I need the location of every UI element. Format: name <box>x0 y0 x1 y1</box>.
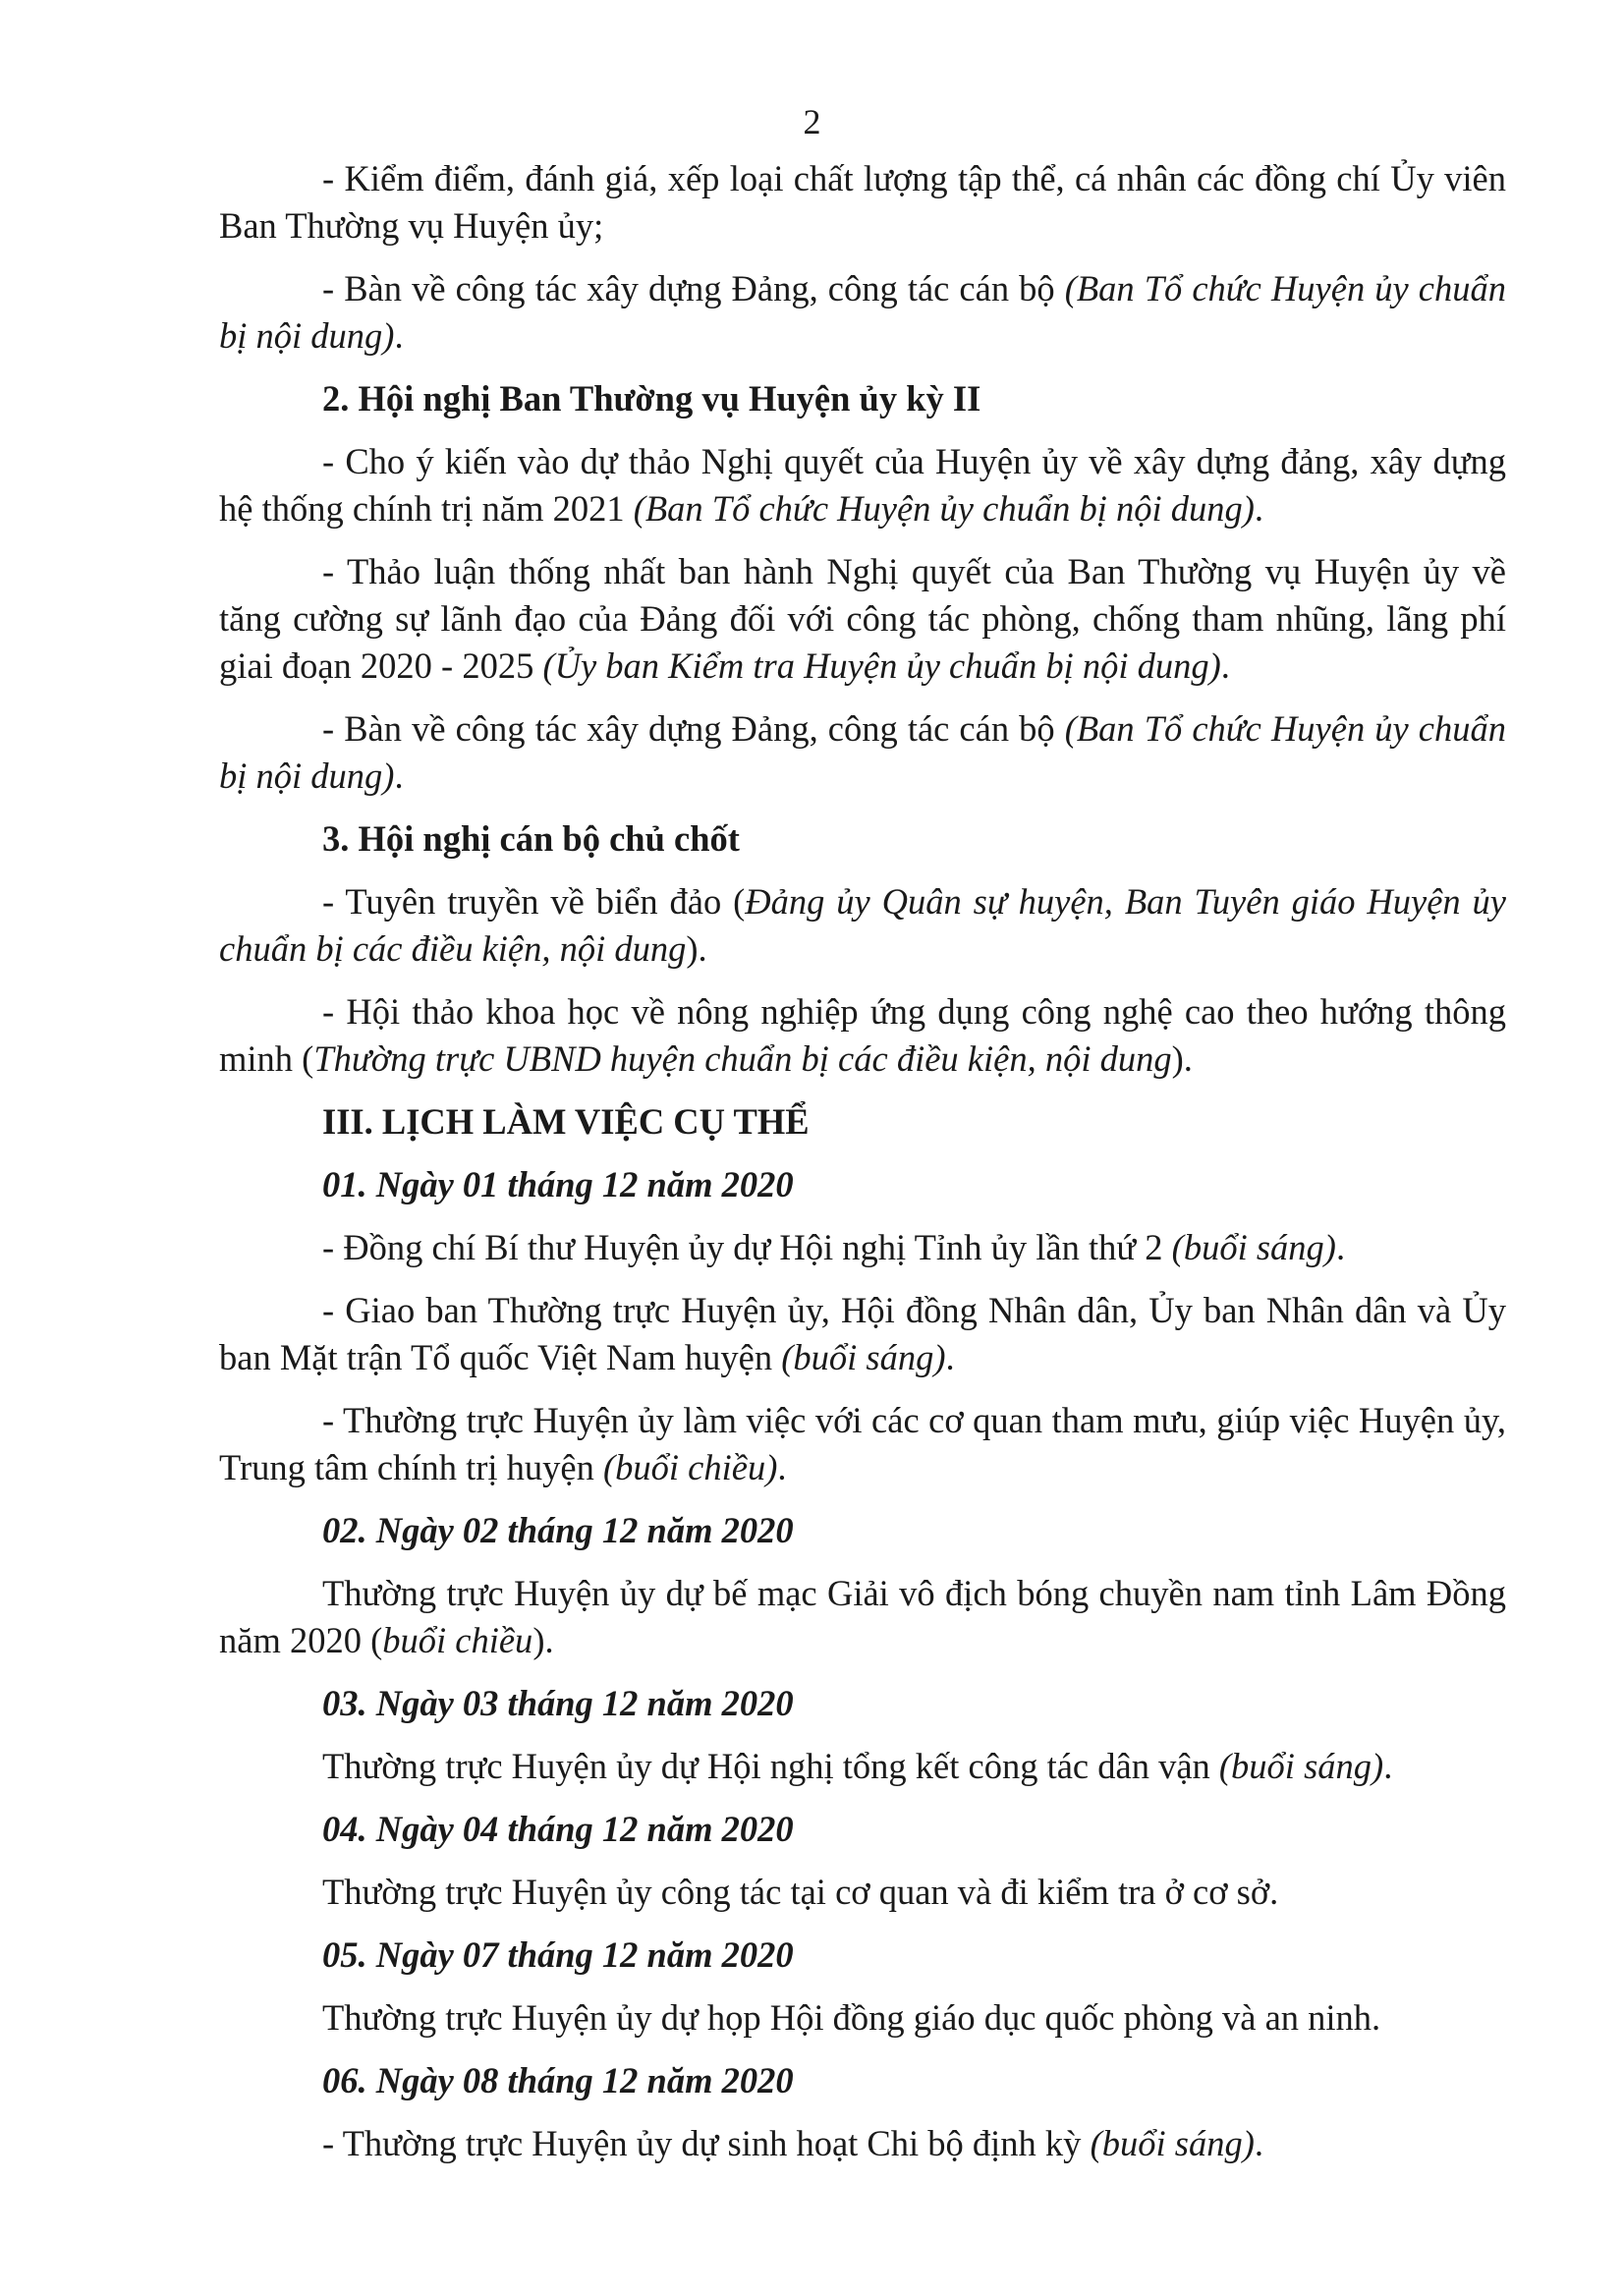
paragraph-text: - Giao ban Thường trực Huyện ủy, Hội đồng Nhân dân, Ủy ban Nhân dân và Ủy ban Mặt trận Tổ quốc Việt Nam huyện <box>219 1290 1506 1377</box>
italic-note: (buổi sáng) <box>781 1337 946 1377</box>
paragraph <box>219 438 1506 532</box>
paragraph-text: - Bàn về công tác xây dựng Đảng, công tác cán bộ <box>322 708 1065 749</box>
paragraph <box>219 1994 1506 2042</box>
paragraph-tail: . <box>1220 645 1230 686</box>
paragraph-text: Thường trực Huyện ủy công tác tại cơ quan và đi kiểm tra ở cơ sở. <box>322 1872 1279 1912</box>
paragraph <box>219 1743 1506 1790</box>
date-heading: 02. Ngày 02 tháng 12 năm 2020 <box>322 1510 794 1550</box>
paragraph-tail: . <box>1254 2123 1263 2163</box>
section-heading: 3. Hội nghị cán bộ chủ chốt <box>322 818 740 859</box>
paragraph <box>219 155 1506 250</box>
paragraph <box>219 705 1506 800</box>
paragraph <box>219 988 1506 1083</box>
paragraph-text: - Bàn về công tác xây dựng Đảng, công tác cán bộ <box>322 268 1065 308</box>
date-heading: 03. Ngày 03 tháng 12 năm 2020 <box>322 1683 794 1723</box>
paragraph-tail: . <box>394 756 404 796</box>
paragraph-tail: . <box>945 1337 955 1377</box>
paragraph-tail: ). <box>532 1620 554 1660</box>
paragraph <box>219 1869 1506 1916</box>
paragraph-tail: ). <box>686 928 707 969</box>
date-heading: 06. Ngày 08 tháng 12 năm 2020 <box>322 2060 794 2100</box>
italic-note: Đảng ủy Quân sự huyện, Ban Tuyên giáo Huyện ủy chuẩn bị các điều kiện, nội dung <box>219 881 1507 969</box>
paragraph-text: - Thường trực Huyện ủy dự sinh hoạt Chi bộ định kỳ <box>322 2123 1091 2163</box>
paragraph-text: - Cho ý kiến vào dự thảo Nghị quyết của Huyện ủy về xây dựng đảng, xây dựng hệ thống chính trị năm 2021 <box>219 441 1506 529</box>
paragraph-tail: . <box>1383 1746 1393 1786</box>
section-heading: III. LỊCH LÀM VIỆC CỤ THỂ <box>322 1101 810 1142</box>
italic-note: (Ban Tổ chức Huyện ủy chuẩn bị nội dung) <box>219 708 1506 796</box>
italic-note: (Ủy ban Kiểm tra Huyện ủy chuẩn bị nội dung) <box>542 645 1221 686</box>
italic-note: buổi chiều <box>382 1620 533 1660</box>
italic-note: (Ban Tổ chức Huyện ủy chuẩn bị nội dung) <box>633 488 1255 529</box>
paragraph <box>219 548 1506 690</box>
italic-note: (Ban Tổ chức Huyện ủy chuẩn bị nội dung) <box>219 268 1506 356</box>
paragraph-text: - Thảo luận thống nhất ban hành Nghị quyết của Ban Thường vụ Huyện ủy về tăng cường sự lãnh đạo của Đảng đối với công tác phòng, chống tham nhũng, lãng phí giai đoạn 2020 - 2025 <box>219 551 1506 686</box>
paragraph-tail: . <box>394 315 404 356</box>
paragraph <box>219 1287 1506 1381</box>
paragraph <box>219 1224 1506 1271</box>
paragraph-tail: . <box>1335 1227 1346 1267</box>
italic-note: (buổi sáng) <box>1218 1746 1384 1786</box>
italic-note: (buổi sáng) <box>1171 1227 1336 1267</box>
date-heading: 01. Ngày 01 tháng 12 năm 2020 <box>322 1164 794 1204</box>
paragraph-text: - Kiểm điểm, đánh giá, xếp loại chất lượng tập thể, cá nhân các đồng chí Ủy viên Ban Thường vụ Huyện ủy; <box>219 158 1506 246</box>
italic-note: (buổi sáng) <box>1090 2123 1255 2163</box>
paragraph <box>219 1397 1506 1491</box>
paragraph-text: - Hội thảo khoa học về nông nghiệp ứng dụng công nghệ cao theo hướng thông minh ( <box>219 991 1506 1079</box>
date-heading: 05. Ngày 07 tháng 12 năm 2020 <box>322 1934 794 1975</box>
paragraph <box>219 2120 1506 2167</box>
italic-note: Thường trực UBND huyện chuẩn bị các điều kiện, nội dung <box>313 1038 1172 1079</box>
paragraph <box>219 878 1506 973</box>
date-heading: 04. Ngày 04 tháng 12 năm 2020 <box>322 1809 794 1849</box>
italic-note: (buổi chiều) <box>603 1447 778 1487</box>
paragraph-text: Thường trực Huyện ủy dự họp Hội đồng giáo dục quốc phòng và an ninh. <box>322 1997 1381 2038</box>
paragraph-tail: . <box>777 1447 787 1487</box>
paragraph-text: - Thường trực Huyện ủy làm việc với các cơ quan tham mưu, giúp việc Huyện ủy, Trung tâm chính trị huyện <box>219 1400 1506 1487</box>
page-number: 2 <box>803 102 821 141</box>
paragraph <box>219 1570 1506 1664</box>
section-heading: 2. Hội nghị Ban Thường vụ Huyện ủy kỳ II <box>322 378 981 419</box>
document-body <box>219 155 1506 2183</box>
paragraph-text: Thường trực Huyện ủy dự Hội nghị tổng kết công tác dân vận <box>322 1746 1219 1786</box>
paragraph <box>219 265 1506 360</box>
paragraph-text: Thường trực Huyện ủy dự bế mạc Giải vô địch bóng chuyền nam tỉnh Lâm Đồng năm 2020 ( <box>219 1573 1506 1660</box>
paragraph-text: - Tuyên truyền về biển đảo ( <box>322 881 746 922</box>
paragraph-tail: ). <box>1171 1038 1193 1079</box>
paragraph-text: - Đồng chí Bí thư Huyện ủy dự Hội nghị Tỉnh ủy lần thứ 2 <box>322 1227 1172 1267</box>
paragraph-tail: . <box>1254 488 1263 529</box>
